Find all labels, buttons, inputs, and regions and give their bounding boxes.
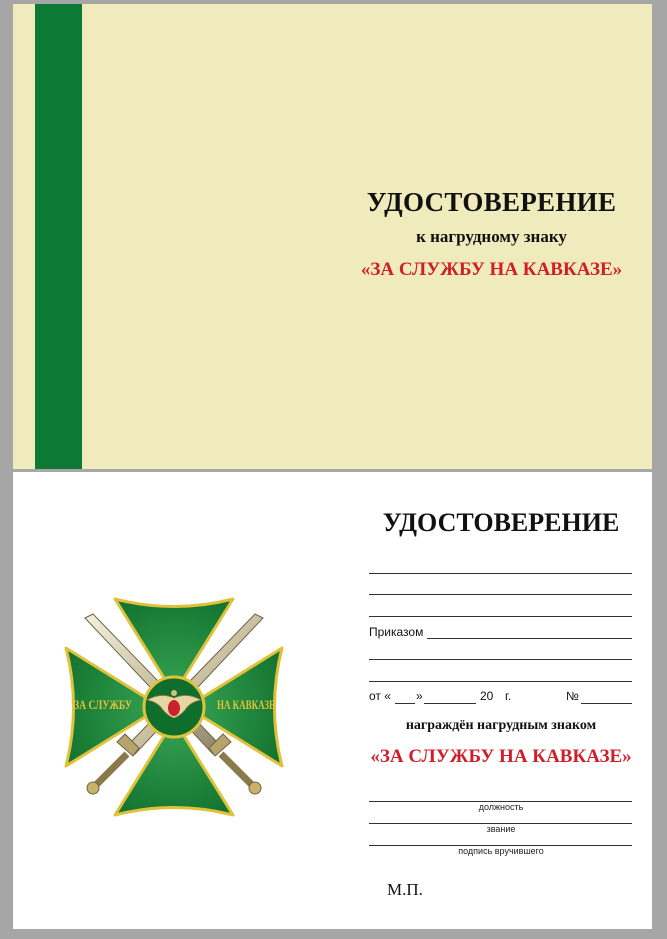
number-label: № [566, 689, 579, 703]
name-line-1 [369, 573, 632, 574]
badge-left-text: ЗА СЛУЖБУ [74, 697, 133, 712]
inner-title: УДОСТОВЕРЕНИЕ [382, 508, 620, 537]
year-suffix: г. [505, 689, 512, 703]
date-month-line [424, 703, 476, 704]
name-line-3 [369, 616, 632, 617]
signature-caption: подпись вручившего [458, 846, 544, 856]
order-line [427, 638, 632, 639]
cover-title-block [13, 186, 652, 282]
cover-award-name: «ЗА СЛУЖБУ НА КАВКАЗЕ» [360, 259, 623, 280]
date-day-line [395, 703, 415, 704]
cover-title: УДОСТОВЕРЕНИЕ [366, 187, 617, 217]
year-label: 20 [480, 689, 494, 703]
number-line [581, 703, 632, 704]
rank-caption: звание [486, 824, 516, 834]
certificate-cover [13, 4, 652, 469]
awarded-text: награждён нагрудным знаком [405, 718, 597, 733]
date-prefix: от « [369, 689, 391, 703]
name-line-2 [369, 594, 632, 595]
order-line-3 [369, 681, 632, 682]
order-line-2 [369, 659, 632, 660]
order-label: Приказом [369, 625, 424, 639]
position-caption: должность [478, 802, 524, 812]
date-close: » [416, 689, 423, 703]
certificate-inner-page [13, 472, 652, 929]
badge-right-text: НА КАВКАЗЕ [217, 697, 275, 712]
cover-subtitle: к нагрудному знаку [416, 227, 567, 246]
badge-image [63, 596, 285, 818]
inner-award-name: «ЗА СЛУЖБУ НА КАВКАЗЕ» [370, 746, 632, 767]
stamp-place: М.П. [387, 880, 423, 899]
